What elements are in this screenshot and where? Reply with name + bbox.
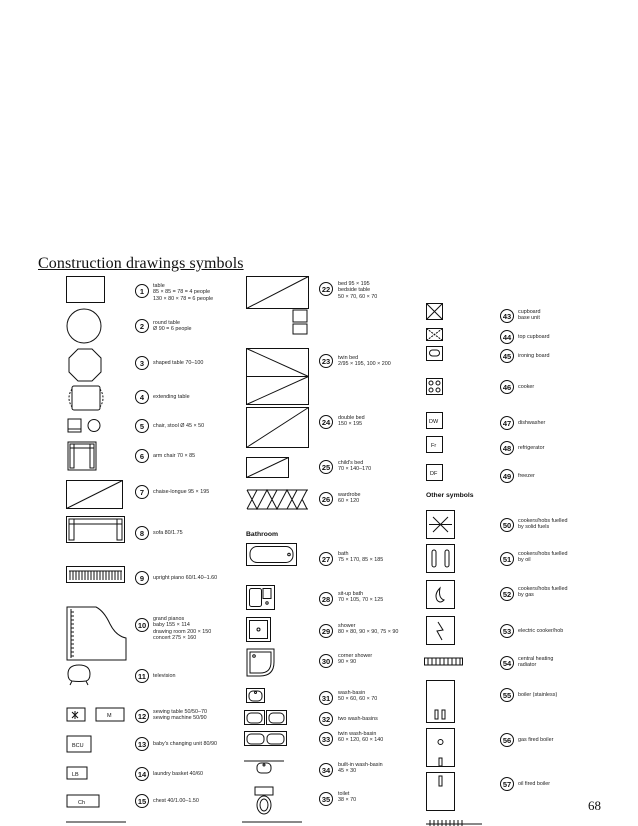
childs-bed-symbol: [246, 457, 290, 479]
page-heading: Construction drawings symbols: [38, 255, 244, 272]
item-label: bed 95 × 195 bedside table 50 × 70, 60 × 70: [338, 281, 378, 300]
item-label: cookers/hobs fuelled by oil: [518, 551, 568, 564]
toilet-symbol: [254, 786, 274, 816]
item-number: 54: [500, 656, 514, 670]
sit-up-bath-symbol: [246, 585, 276, 611]
item-label: dishwasher: [518, 420, 546, 426]
item-label: television: [153, 673, 176, 679]
item-number: 26: [319, 492, 333, 506]
ch-text: Ch: [78, 800, 86, 806]
radiator-symbol: [424, 656, 464, 668]
twin-bed-symbol: [246, 348, 310, 408]
item-number: 47: [500, 416, 514, 430]
item-label: cooker: [518, 384, 535, 390]
sewing-machine-text: M: [107, 713, 112, 719]
item-number: 9: [135, 571, 149, 585]
electric-cooker-symbol: [426, 616, 456, 646]
built-in-wash-basin-symbol: [244, 760, 284, 776]
item-number: 50: [500, 518, 514, 532]
item-number: 3: [135, 356, 149, 370]
item-number: 33: [319, 732, 333, 746]
baby-changing-unit-symbol: [66, 735, 92, 753]
item-label: refrigerator: [518, 445, 545, 451]
bed-with-bedside-tables-symbol: [246, 276, 310, 336]
item-number: 49: [500, 469, 514, 483]
next-item-fragment: [66, 818, 126, 824]
chair-stool-symbol: [67, 418, 103, 434]
television-symbol: [66, 664, 92, 686]
item-number: 57: [500, 777, 514, 791]
extending-table-symbol: [66, 385, 106, 411]
item-number: 4: [135, 390, 149, 404]
two-wash-basins-symbol: [244, 710, 288, 726]
cooker-symbol: [426, 378, 444, 396]
item-number: 48: [500, 441, 514, 455]
item-number: 14: [135, 767, 149, 781]
item-label: grand pianos baby 155 × 114 drawing room 200 × 150 concert 275 × 160: [153, 616, 212, 641]
chest-symbol: [66, 794, 100, 808]
grand-piano-symbol: [66, 606, 128, 662]
item-label: chair, stool Ø 45 × 50: [153, 423, 205, 429]
item-number: 24: [319, 415, 333, 429]
boiler-stainless-symbol: [426, 680, 456, 724]
upright-piano-symbol: [66, 566, 126, 584]
item-number: 55: [500, 688, 514, 702]
item-label: cookers/hobs fuelled by solid fuels: [518, 518, 568, 531]
item-label: arm chair 70 × 85: [153, 453, 196, 459]
item-number: 25: [319, 460, 333, 474]
section-heading-bathroom: Bathroom: [246, 531, 279, 538]
sofa-symbol: [66, 516, 126, 544]
top-cupboard-symbol: [426, 328, 444, 342]
round-table-symbol: [66, 308, 102, 344]
item-label: laundry basket 40/60: [153, 771, 204, 777]
item-label: chest 40/1.00–1.50: [153, 798, 199, 804]
item-number: 34: [319, 763, 333, 777]
item-number: 2: [135, 319, 149, 333]
item-label: electric cooker/hob: [518, 628, 564, 634]
item-number: 12: [135, 709, 149, 723]
shaped-table-symbol: [68, 348, 102, 382]
item-label: wardrobe 60 × 120: [338, 492, 361, 505]
item-number: 52: [500, 587, 514, 601]
item-label: extending table: [153, 394, 190, 400]
item-number: 22: [319, 282, 333, 296]
item-label: cupboard base unit: [518, 309, 541, 322]
item-number: 35: [319, 792, 333, 806]
item-label: twin bed 2/95 × 195, 100 × 200: [338, 355, 391, 368]
item-number: 1: [135, 284, 149, 298]
item-label: twin wash-basin 60 × 120, 60 × 140: [338, 731, 384, 744]
item-label: toilet 38 × 70: [338, 791, 357, 804]
bcu-text: BCU: [72, 743, 84, 749]
next-other-fragment: [424, 818, 484, 826]
item-number: 51: [500, 552, 514, 566]
item-number: 11: [135, 669, 149, 683]
item-label: upright piano 60/1.40–1.60: [153, 575, 218, 581]
item-number: 10: [135, 618, 149, 632]
item-number: 53: [500, 624, 514, 638]
fr-text: Fr: [431, 443, 437, 449]
item-number: 23: [319, 354, 333, 368]
item-number: 56: [500, 733, 514, 747]
wash-basin-symbol: [246, 688, 266, 704]
item-label: baby's changing unit 80/90: [153, 741, 217, 747]
item-number: 30: [319, 654, 333, 668]
item-label: table 85 × 85 = 78 = 4 people 130 × 80 × 78 = 6 people: [153, 283, 214, 302]
item-label: built-in wash-basin 45 × 30: [338, 762, 383, 775]
item-label: chaise-longue 95 × 195: [153, 489, 210, 495]
item-number: 15: [135, 794, 149, 808]
dw-text: DW: [429, 419, 439, 425]
item-label: shaped table 70–100: [153, 360, 204, 366]
item-label: sofa 80/1.75: [153, 530, 183, 536]
item-label: sit-up bath 70 × 105, 70 × 125: [338, 591, 384, 604]
corner-shower-symbol: [246, 648, 276, 678]
item-number: 46: [500, 380, 514, 394]
item-number: 7: [135, 485, 149, 499]
gas-fired-boiler-symbol: [426, 728, 456, 768]
item-number: 45: [500, 349, 514, 363]
sewing-symbols: [66, 707, 126, 723]
item-label: corner shower 90 × 90: [338, 653, 373, 666]
item-number: 8: [135, 526, 149, 540]
item-label: gas fired boiler: [518, 737, 554, 743]
bath-symbol: [246, 543, 298, 567]
shower-symbol: [246, 617, 272, 643]
item-label: central heating radiator: [518, 656, 554, 669]
item-label: boiler (stainless): [518, 692, 558, 698]
item-number: 32: [319, 712, 333, 726]
item-number: 13: [135, 737, 149, 751]
item-label: ironing board: [518, 353, 550, 359]
item-number: 28: [319, 592, 333, 606]
item-number: 29: [319, 624, 333, 638]
arm-chair-symbol: [67, 441, 97, 471]
df-text: DF: [430, 471, 438, 477]
twin-wash-basin-symbol: [244, 731, 288, 747]
table-symbol: [66, 276, 106, 304]
item-label: double bed 150 × 195: [338, 415, 365, 428]
dishwasher-symbol: [426, 412, 444, 430]
item-label: top cupboard: [518, 334, 550, 340]
item-label: cookers/hobs fuelled by gas: [518, 586, 568, 599]
item-label: wash-basin 50 × 60, 60 × 70: [338, 690, 378, 703]
freezer-symbol: [426, 464, 444, 482]
page-number: 68: [588, 798, 601, 813]
next-bathroom-fragment: [242, 818, 302, 824]
item-number: 43: [500, 309, 514, 323]
cupboard-base-unit-symbol: [426, 303, 444, 321]
item-number: 44: [500, 330, 514, 344]
wardrobe-symbol: [246, 489, 310, 511]
ironing-board-symbol: [426, 346, 444, 362]
double-bed-symbol: [246, 407, 310, 449]
refrigerator-symbol: [426, 436, 444, 454]
item-label: child's bed 70 × 140–170: [338, 460, 372, 473]
oil-fired-boiler-symbol: [426, 772, 456, 812]
solid-fuel-cooker-symbol: [426, 510, 456, 540]
gas-cooker-symbol: [426, 580, 456, 610]
item-number: 5: [135, 419, 149, 433]
item-number: 27: [319, 552, 333, 566]
oil-cooker-symbol: [426, 544, 456, 574]
item-label: two wash-basins: [338, 716, 378, 722]
item-number: 31: [319, 691, 333, 705]
item-label: oil fired boiler: [518, 781, 551, 787]
section-heading-other-symbols: Other symbols: [426, 492, 474, 499]
item-label: round table Ø 90 = 6 people: [153, 320, 192, 333]
item-number: 6: [135, 449, 149, 463]
item-label: freezer: [518, 473, 535, 479]
item-label: shower 80 × 80, 90 × 90, 75 × 90: [338, 623, 399, 636]
item-label: sewing table 50/50–70 sewing machine 50/90: [153, 709, 207, 722]
lb-text: LB: [72, 772, 79, 778]
laundry-basket-symbol: [66, 766, 88, 780]
chaise-longue-symbol: [66, 480, 124, 510]
item-label: bath 75 × 170, 85 × 185: [338, 551, 384, 564]
